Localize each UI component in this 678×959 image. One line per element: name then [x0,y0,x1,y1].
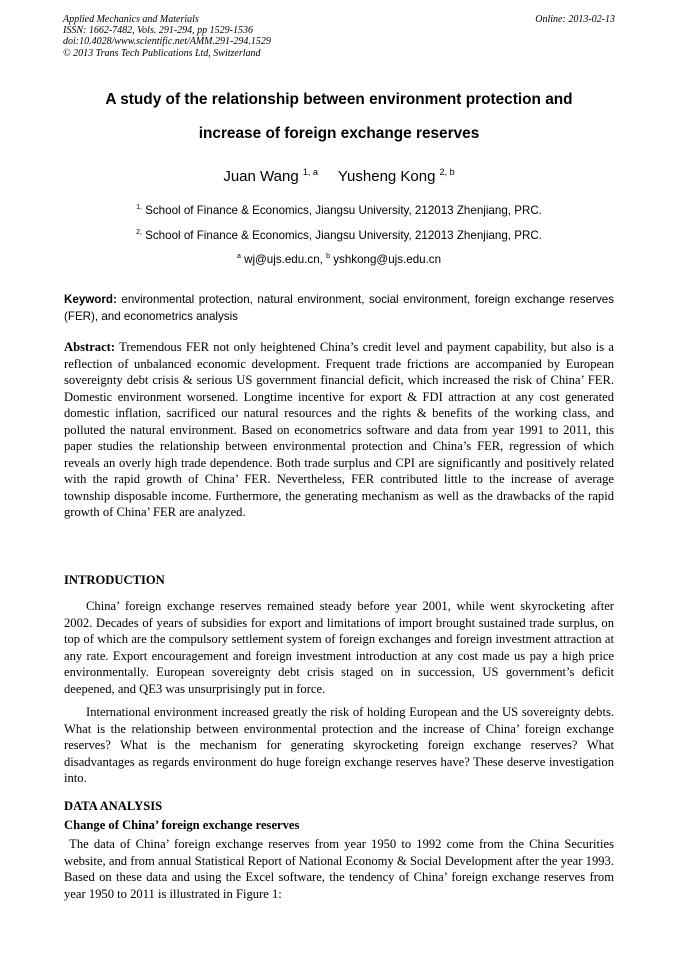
online-date: Online: 2013-02-13 [535,14,615,25]
keyword-label: Keyword: [64,293,117,306]
affiliation-mark: 1, [136,204,142,211]
journal-header [63,14,615,59]
affiliation-text: School of Finance & Economics, Jiangsu University, 212013 Zhenjiang, PRC. [145,204,542,217]
keyword-text: environmental protection, natural environment, social environment, foreign exchange reserves (FER), and econometrics analysis [64,293,614,323]
paper-title-line-1: A study of the relationship between environment protection and [105,91,573,108]
keywords [64,291,614,325]
abstract [64,339,614,521]
affiliation-2 [40,229,638,242]
author-affil-mark: 1, a [302,167,318,177]
section-heading-introduction: INTRODUCTION [64,573,165,587]
abstract-text: Tremendous FER not only heightened China’s credit level and payment capability, but also is a reflection of unbalanced economic development. Frequent trade frictions are accompanied by European sovereignty debt crisis & serious US government financial deficit, which increased the risk of China’ FER. Domestic environment worsened. Longtime incentive for export & FDI attraction at any cost generated domestic inflation, sacrificed our natural resources and the rights & benefits of the working class, and polluted the natural environment. Based on econometrics software and data from year 1991 to 2011, this paper studies the relationship between environmental protection and China’s FER, regression of which reveals an overly high trade dependence. Both trade surplus and CPI are significantly and positively related with the rapid growth of China’ FER. Nevertheless, FER contributed little to the increase of average township disposable income. Furthermore, the generating mechanism as well as the drawbacks of the rapid growth of China’ FER are analyzed. [64,340,614,519]
doi-line: doi:10.4028/www.scientific.net/AMM.291-294.1529 [63,36,271,48]
author-name: Yusheng Kong [337,168,436,185]
affiliation-text: School of Finance & Economics, Jiangsu University, 212013 Zhenjiang, PRC. [145,229,542,242]
paper-title-line-2: increase of foreign exchange reserves [198,125,480,142]
email-address[interactable]: wj@ujs.edu.cn, [244,253,323,266]
email-mark: b [326,253,331,260]
author-name: Juan Wang [223,168,299,185]
abstract-label: Abstract: [64,340,116,354]
email-address[interactable]: yshkong@ujs.edu.cn [333,253,442,266]
intro-paragraph-2: International environment increased greatly the risk of holding European and the US sovereignty debts. What is the relationship between environmental protection and the increase of China’ foreign exchange reserves? What is the mechanism for generating skyrocketing foreign exchange reserves? What disadvantages as regards environment do huge foreign exchange reserves have? These deserve investigation into. [64,705,614,785]
email-mark: a [236,253,241,260]
affiliation-1 [40,204,638,217]
section-heading-data-analysis: DATA ANALYSIS [64,799,163,813]
journal-name: Applied Mechanics and Materials [63,14,199,25]
issn-line: ISSN: 1662-7482, Vols. 291-294, pp 1529-1536 [63,25,253,37]
author-affil-mark: 2, b [439,167,455,177]
data-paragraph-text: The data of China’ foreign exchange reserves from year 1950 to 1992 come from the China Securities website, and from annual Statistical Report of National Economy & Social Development after the year 1993. Based on these data and using the Excel software, the tendency of China’ foreign exchange reserves from year 1950 to 2011 is illustrated in Figure 1: [64,837,614,901]
subsection-heading: Change of China’ foreign exchange reserves [64,818,300,832]
data-paragraph [64,836,614,902]
author-emails [40,253,638,266]
author-list [40,167,638,185]
copyright-line: © 2013 Trans Tech Publications Ltd, Switzerland [63,47,261,59]
affiliation-mark: 2, [136,229,142,236]
intro-paragraph-1: China’ foreign exchange reserves remained steady before year 2001, while went skyrocketing after 2002. Decades of years of subsidies for export and limitations of import brought sustained trade surplus, on top of which are the compulsory settlement system of foreign exchanges and foreign investment attraction at any rate. Export encouragement and foreign investment introduction at any cost made us pay a high price environmentally. European sovereignty debt crisis staged on in succession, US government’s deficit deepened, and QE3 was unsurprisingly put in force. [64,599,614,696]
